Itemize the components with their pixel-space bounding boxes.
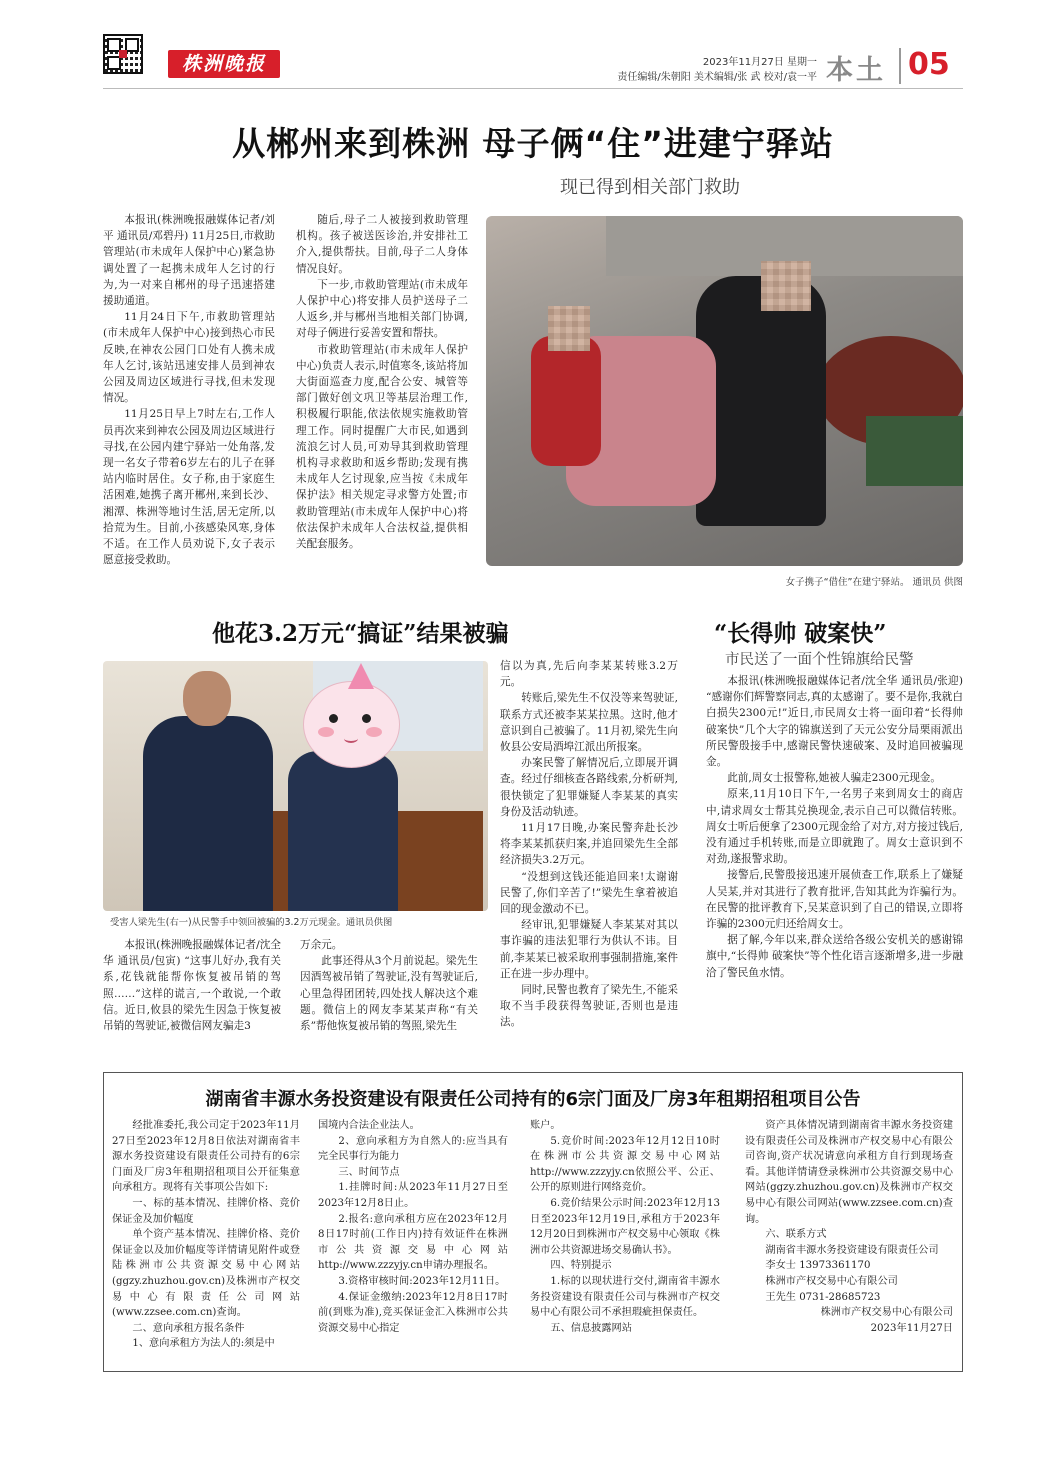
photo-police-head: [183, 671, 231, 726]
qr-code: [103, 34, 143, 74]
paragraph: 经批准委托,我公司定于2023年11月27日至2023年12月8日依法对湖南省丰源水务投资建设有限责任公司持有的6宗门面及厂房3年租期招租项目公开征集意向承租方。现将有关事项公告如下:: [112, 1120, 300, 1194]
paragraph: 3.资格审核时间:2023年12月11日。: [338, 1275, 506, 1287]
paragraph: 1.挂牌时间:从2023年11月27日至2023年12月8日止。: [318, 1182, 508, 1209]
paragraph: 四、特别提示: [550, 1260, 612, 1272]
paragraph: 11月25日早上7时左右,工作人员再次来到神农公园及周边区域进行寻找,在公园内建宁驿站一处角落,发现一名女子带着6岁左右的儿子在驿站内临时居住。女子称,由于家庭生活困难,她携子离开郴州,来到长沙、湘潭、株洲等地讨生活,居无定所,以拾荒为生。目前,小孩感染风寒,身体不适。在工作人员劝说下,女子表示愿意接受救助。: [103, 408, 275, 567]
article3-headline: “长得帅 破案快”: [714, 620, 887, 647]
photo-police: [143, 716, 273, 911]
paragraph: 2.报名:意向承租方应在2023年12月8日17时前(工作日内)持有效证件在株洲市公共资源交易中心网站http://www.zzzyjy.cn申请办理报名。: [318, 1213, 508, 1272]
paragraph: 资产具体情况请到湖南省丰源水务投资建设有限责任公司及株洲市产权交易中心有限公司咨询,资产状况请意向承租方自行到现场查看。其他详情请登录株洲市公共资源交易中心网站(ggzy.zhuzhou.gov.cn)及株洲市产权交易中心有限公司网站(www.zzsee.com.cn)查询。: [745, 1120, 953, 1225]
article1-col2: [296, 212, 468, 552]
paragraph: 随后,母子二人被接到救助管理机构。孩子被送医诊治,并安排社工介入,提供帮扶。目前,母子二人身体情况良好。: [296, 214, 468, 275]
paragraph: 同时,民警也教育了梁先生,不能采取不当手段获得驾驶证,否则也是违法。: [500, 984, 678, 1029]
article3-subheadline: 市民送了一面个性锦旗给民警: [725, 652, 914, 668]
paragraph: 本报讯(株洲晚报融媒体记者/沈全华 通讯员/包寅) “这事儿好办,我有关系,花钱就能帮你恢复被吊销的驾照……”这样的谎言,一个敢说,一个敢信。近日,攸县的梁先生因急于恢复被吊销的驾驶证,被微信网友骗走3: [103, 939, 281, 1033]
paragraph: 11月24日下午,市救助管理站(市未成年人保护中心)接到热心市民反映,在神农公园门口处有人携未成年人乞讨,该站迅速安排人员到神农公园及周边区域进行寻找,但未发现情况。: [103, 311, 275, 405]
paragraph: 株洲市产权交易中心有限公司: [765, 1275, 898, 1287]
face-blur: [761, 261, 811, 311]
paragraph: 转账后,梁先生不仅没等来驾驶证,联系方式还被李某某拉黑。这时,他才意识到自己被骗了。11月初,梁先生向攸县公安局酒埠江派出所报案。: [500, 692, 678, 754]
page-number: 05: [908, 47, 950, 82]
paragraph: 此前,周女士报警称,她被人骗走2300元现金。: [727, 772, 941, 785]
paragraph: 1、意向承租方为法人的:须是中: [132, 1338, 275, 1350]
article1-photo: [486, 216, 963, 566]
header-rule: [103, 88, 963, 89]
article2-col3: [500, 658, 678, 1031]
paragraph: 五、信息披露网站: [550, 1322, 632, 1334]
editors-line: 责任编辑/朱朝阳 美术编辑/张 武 校对/袁一平: [617, 72, 817, 83]
photo-child: [531, 336, 601, 466]
paragraph: 市救助管理站(市未成年人保护中心)负责人表示,时值寒冬,该站将加大街面巡查力度,配合公安、城管等部门做好创文巩卫等基层治理工作,积极履行职能,依法依规实施救助管理工作。同时提醒广大市民,如遇到流浪乞讨人员,可劝导其到救助管理机构寻求救助和返乡帮助;发现有携未成年人乞讨现象,应当按《未成年保护法》相关规定寻求警方处置;市救助管理站(市未成年人保护中心)将依法保护未成年人合法权益,提供相关配套服务。: [296, 343, 468, 551]
paragraph: 六、联系方式: [765, 1229, 827, 1241]
article2-headline: 他花3.2万元“搞证”结果被骗: [212, 620, 509, 647]
date-line: 2023年11月27日 星期一: [702, 57, 817, 68]
paragraph: 二、意向承租方报名条件: [132, 1322, 245, 1334]
paragraph: 账户。: [530, 1120, 561, 1131]
paragraph: 1.标的以现状进行交付,湖南省丰源水务投资建设有限责任公司与株洲市产权交易中心有限公司不承担瑕疵担保责任。: [530, 1275, 720, 1319]
notice-col4: [745, 1118, 953, 1336]
article1-headline: 从郴州来到株洲 母子俩“住”进建宁驿站: [232, 124, 834, 163]
paragraph: 6.竞价结果公示时间:2023年12月13日至2023年12月19日,承租方于2023年12月20日到株洲市产权交易中心领取《株洲市公共资源进场交易确认书》。: [530, 1197, 720, 1256]
paragraph: 下一步,市救助管理站(市未成年人保护中心)将安排人员护送母子二人返乡,并与郴州当地相关部门协调,对母子俩进行妥善安置和帮扶。: [296, 278, 468, 340]
paragraph: 湖南省丰源水务投资建设有限责任公司: [765, 1244, 939, 1256]
article1-subheadline: 现已得到相关部门救助: [560, 177, 740, 198]
photo-green-bag: [866, 416, 963, 486]
paragraph: 本报讯(株洲晚报融媒体记者/沈全华 通讯员/张迎) “感谢你们辉警察同志,真的太感谢了。要不是你,我就白白损失2300元!”近日,市民周女士将一面印着“长得帅 破案快”几个大字的锦旗送到了天元公安分局栗雨派出所民警殷接手中,感谢民警快速破案、及时追回被骗现金。: [706, 675, 963, 769]
paragraph: 办案民警了解情况后,立即展开调查。经过仔细核查各路线索,分析研判,很快锁定了犯罪嫌疑人李某某的真实身份及活动轨迹。: [500, 757, 678, 818]
paragraph: 4.保证金缴纳:2023年12月8日17时前(到账为准),竞买保证金汇入株洲市公共资源交易中心指定: [318, 1291, 508, 1334]
paragraph: 李女士 13973361170: [765, 1260, 871, 1272]
paragraph: 一、标的基本情况、挂牌价格、竞价保证金及加价幅度: [112, 1197, 300, 1225]
paragraph: 2023年11月27日: [870, 1322, 953, 1334]
paragraph: 接警后,民警殷接迅速开展侦查工作,联系上了嫌疑人吴某,并对其进行了教育批评,告知其此为诈骗行为。在民警的批评教育下,吴某意识到了自己的错误,立即将诈骗的2300元归还给周女士。: [706, 869, 963, 931]
paragraph: 5.竞价时间:2023年12月12日10时在株洲市公共资源交易中心网站http://www.zzzyjy.cn依照公平、公正、公开的原则进行网络竞价。: [530, 1135, 720, 1194]
paragraph: 国境内合法企业法人。: [318, 1120, 420, 1131]
paragraph: 原来,11月10日下午,一名男子来到周女士的商店中,请求周女士帮其兑换现金,表示自己可以微信转账。周女士听后便拿了2300元现金给了对方,对方接过钱后,没有通过手机转账,而是立即就跑了。周女士意识到不对劲,遂报警求助。: [706, 788, 963, 866]
paragraph: 单个资产基本情况、挂牌价格、竞价保证金以及加价幅度等详情请见附件或登陆株洲市公共资源交易中心网站(ggzy.zhuzhou.gov.cn)及株洲市产权交易中心有限责任公司网站(www.zzsee.com.cn)查询。: [112, 1229, 300, 1319]
paragraph: 经审讯,犯罪嫌疑人李某某对其以事诈骗的违法犯罪行为供认不讳。目前,李某某已被采取刑事强制措施,案件正在进一步办理中。: [500, 919, 678, 980]
paragraph: “没想到这钱还能追回来!太谢谢民警了,你们辛苦了!”梁先生拿着被追回的现金激动不已。: [500, 870, 678, 916]
article2-photo: [103, 661, 488, 911]
photo-victim: [288, 751, 398, 911]
notice-col2: [318, 1118, 508, 1336]
paragraph: 王先生 0731-28685723: [765, 1291, 881, 1303]
paragraph: 据了解,今年以来,群众送给各级公安机关的感谢锦旗中,“长得帅 破案快”等个性化语言逐渐增多,进一步融洽了警民鱼水情。: [706, 934, 963, 979]
article3-body: [706, 673, 963, 981]
paragraph: 此事还得从3个月前说起。梁先生因酒驾被吊销了驾驶证,没有驾驶证后,心里急得团团转,四处找人解决这个难题。微信上的网友李某某声称“有关系”帮他恢复被吊销的驾照,梁先生: [300, 955, 478, 1033]
paragraph: 万余元。: [300, 939, 343, 951]
cartoon-sticker: [303, 681, 400, 768]
paragraph: 信以为真,先后向李某某转账3.2万元。: [500, 660, 678, 689]
article1-photo-caption: 女子携子“借住”在建宁驿站。 通讯员 供图: [785, 577, 963, 588]
paragraph: 本报讯(株洲晚报融媒体记者/刘平 通讯员/邓碧丹) 11月25日,市救助管理站(市未成年人保护中心)紧急协调处置了一起携未成年人乞讨的行为,为一对来自郴州的母子迅速搭建援助通道。: [103, 214, 275, 308]
paragraph: 三、时间节点: [338, 1166, 400, 1178]
notice-title: 湖南省丰源水务投资建设有限责任公司持有的6宗门面及厂房3年租期招租项目公告: [205, 1089, 861, 1110]
party-hat-icon: [348, 663, 374, 689]
notice-col3: [530, 1118, 720, 1336]
article1-col1: [103, 212, 275, 568]
article2-photo-caption: 受害人梁先生(右一)从民警手中领回被骗的3.2万元现金。通讯员供图: [110, 917, 393, 928]
paragraph: 2、意向承租方为自然人的:应当具有完全民事行为能力: [318, 1135, 508, 1163]
face-blur: [548, 306, 590, 351]
paragraph: 11月17日晚,办案民警奔赴长沙将李某某抓获归案,并追回梁先生全部经济损失3.2万元。: [500, 822, 678, 867]
paragraph: 株洲市产权交易中心有限公司: [820, 1307, 953, 1319]
article2-col1: [103, 937, 281, 1034]
notice-col1: [112, 1118, 300, 1352]
masthead-title: 株洲晚报: [181, 53, 266, 75]
section-label: 本土: [826, 55, 886, 86]
article2-col2: [300, 937, 478, 1034]
section-divider: [899, 48, 901, 84]
